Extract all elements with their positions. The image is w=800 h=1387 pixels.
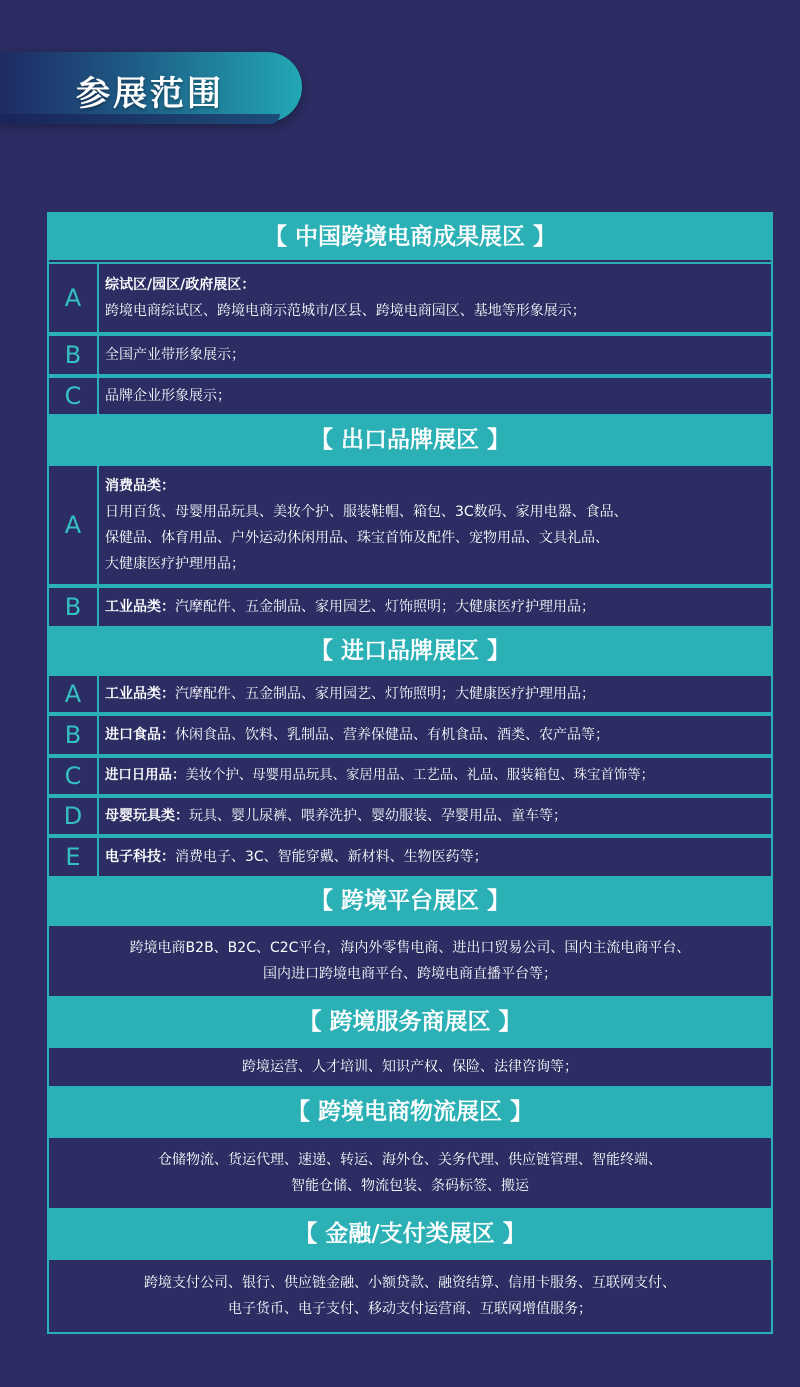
row-text: 汽摩配件、五金制品、家用园艺、灯饰照明；大健康医疗护理用品； xyxy=(175,686,595,702)
row-label: 工业品类： xyxy=(105,599,175,615)
row-label: 电子科技： xyxy=(105,849,175,865)
row-label: 母婴玩具类： xyxy=(105,808,189,824)
row-content xyxy=(59,926,761,996)
row-content xyxy=(105,758,769,794)
row-label: 进口日用品： xyxy=(105,768,186,783)
row-text: 跨境运营、人才培训、知识产权、保险、法律咨询等； xyxy=(242,1059,578,1075)
row-text: 大健康医疗护理用品； xyxy=(105,556,245,572)
row-letter: C xyxy=(49,378,99,414)
list-item xyxy=(47,756,773,796)
row-text: 跨境电商综试区、跨境电商示范城市/区县、跨境电商园区、基地等形象展示； xyxy=(105,303,586,319)
row-content xyxy=(59,1260,761,1332)
row-text: 休闲食品、饮料、乳制品、营养保健品、有机食品、酒类、农产品等； xyxy=(175,727,609,743)
row-label: 进口食品： xyxy=(105,727,175,743)
section-header-export-brands: 【 出口品牌展区 】 xyxy=(47,416,773,464)
row-text: 电子货币、电子支付、移动支付运营商、互联网增值服务； xyxy=(228,1301,592,1317)
list-item xyxy=(47,586,773,628)
row-content xyxy=(105,838,763,876)
list-item xyxy=(47,924,773,998)
row-text: 国内进口跨境电商平台、跨境电商直播平台等； xyxy=(263,966,557,982)
page-title: 参展范围 xyxy=(76,74,224,114)
row-content xyxy=(105,378,763,414)
row-text: 品牌企业形象展示； xyxy=(105,388,231,404)
row-letter: A xyxy=(49,264,99,332)
list-item xyxy=(47,262,773,334)
list-item xyxy=(47,376,773,416)
list-item xyxy=(47,714,773,756)
row-letter: E xyxy=(49,838,99,876)
section-header-china-achievements: 【 中国跨境电商成果展区 】 xyxy=(47,214,773,260)
row-content xyxy=(59,1138,761,1208)
row-text: 全国产业带形象展示； xyxy=(105,347,245,363)
row-text: 智能仓储、物流包装、条码标签、搬运 xyxy=(291,1178,529,1194)
row-label: 综试区/园区/政府展区： xyxy=(105,277,256,293)
row-content xyxy=(105,716,763,754)
row-text: 玩具、婴儿尿裤、喂养洗护、婴幼服装、孕婴用品、童车等； xyxy=(189,808,567,824)
list-item xyxy=(47,1046,773,1088)
section-header-import-brands: 【 进口品牌展区 】 xyxy=(47,628,773,674)
row-text: 仓储物流、货运代理、速递、转运、海外仓、关务代理、供应链管理、智能终端、 xyxy=(158,1152,662,1168)
section-header-finance-payment: 【 金融/支付类展区 】 xyxy=(47,1210,773,1258)
title-banner xyxy=(0,52,302,122)
row-letter: B xyxy=(49,716,99,754)
row-letter: B xyxy=(49,588,99,626)
row-text: 跨境电商B2B、B2C、C2C平台，海内外零售电商、进出口贸易公司、国内主流电商平台、 xyxy=(129,940,691,956)
row-content xyxy=(59,1048,761,1086)
title-banner-accent xyxy=(0,114,280,124)
row-text: 日用百货、母婴用品玩具、美妆个护、服装鞋帽、箱包、3C数码、家用电器、食品、 xyxy=(105,504,628,520)
list-item xyxy=(47,1136,773,1210)
row-letter: B xyxy=(49,336,99,374)
row-text: 消费电子、3C、智能穿戴、新材料、生物医药等； xyxy=(175,849,488,865)
row-content xyxy=(105,466,763,584)
row-letter: D xyxy=(49,798,99,834)
row-text: 跨境支付公司、银行、供应链金融、小额贷款、融资结算、信用卡服务、互联网支付、 xyxy=(144,1275,676,1291)
row-content xyxy=(105,336,763,374)
row-letter: A xyxy=(49,466,99,584)
list-item xyxy=(47,836,773,878)
section-header-logistics: 【 跨境电商物流展区 】 xyxy=(47,1088,773,1136)
section-header-service-providers: 【 跨境服务商展区 】 xyxy=(47,998,773,1046)
row-content xyxy=(105,264,763,332)
list-item xyxy=(47,796,773,836)
section-header-platforms: 【 跨境平台展区 】 xyxy=(47,878,773,924)
list-item xyxy=(47,674,773,714)
row-letter: C xyxy=(49,758,99,794)
list-item xyxy=(47,334,773,376)
row-label: 消费品类： xyxy=(105,478,175,494)
row-letter: A xyxy=(49,676,99,712)
row-text: 汽摩配件、五金制品、家用园艺、灯饰照明；大健康医疗护理用品； xyxy=(175,599,595,615)
row-label: 工业品类： xyxy=(105,686,175,702)
row-text: 美妆个护、母婴用品玩具、家居用品、工艺品、礼品、服装箱包、珠宝首饰等； xyxy=(185,768,655,783)
row-text: 保健品、体育用品、户外运动休闲用品、珠宝首饰及配件、宠物用品、文具礼品、 xyxy=(105,530,609,546)
row-content xyxy=(105,798,763,834)
list-item xyxy=(47,464,773,586)
list-item xyxy=(47,1258,773,1334)
row-content xyxy=(105,676,763,712)
row-content xyxy=(105,588,763,626)
